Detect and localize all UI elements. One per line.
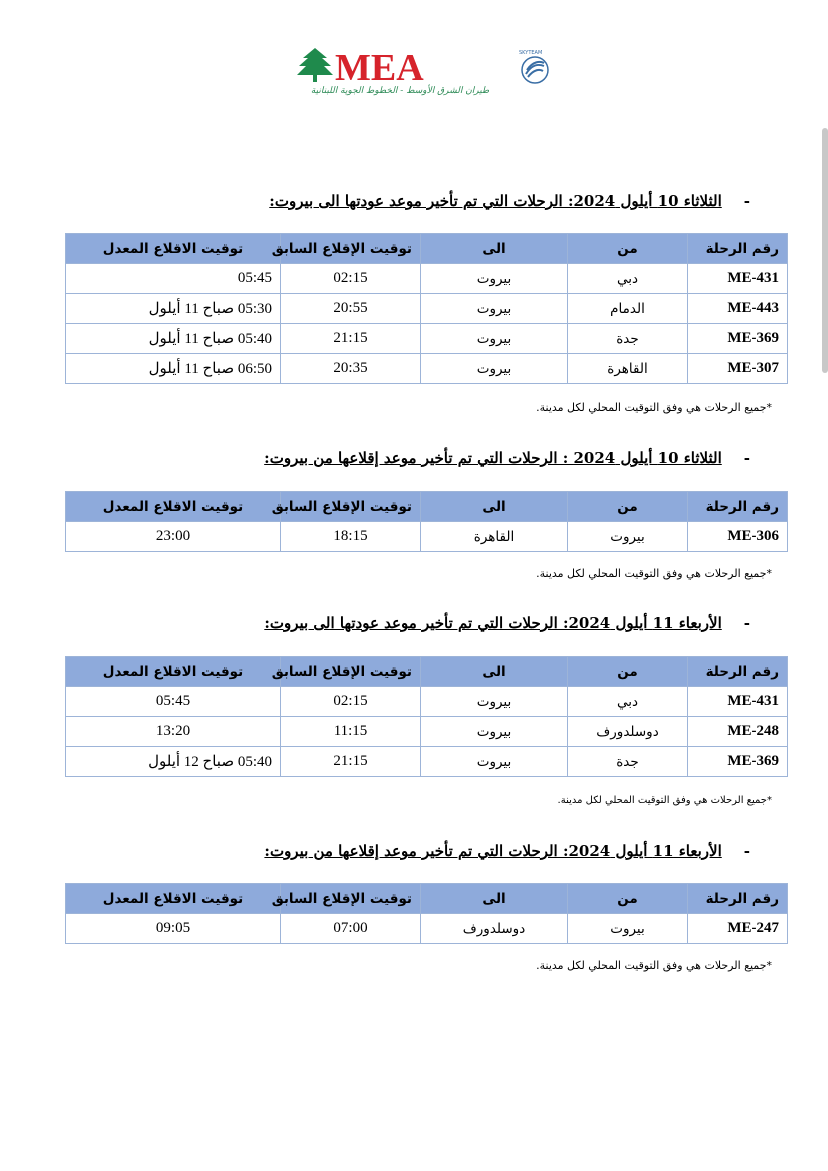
scrollbar[interactable] xyxy=(822,128,828,373)
old-time: 21:15 xyxy=(281,324,421,354)
table-row xyxy=(66,717,788,747)
new-time: 05:40 صباح 11 أيلول xyxy=(66,324,281,354)
table-header-row xyxy=(66,884,788,914)
old-time: 21:15 xyxy=(281,747,421,777)
col-header-flight-no: رقم الرحلة xyxy=(688,884,788,914)
old-time: 02:15 xyxy=(281,687,421,717)
destination: بيروت xyxy=(421,264,568,294)
flights-table xyxy=(65,883,788,944)
origin: بيروت xyxy=(568,914,688,944)
skyteam-icon xyxy=(522,57,548,83)
col-header-old-time: توقيت الإقلاع السابق xyxy=(281,492,421,522)
section-heading: -الثلاثاء 10 أيلول 2024 : الرحلات التي تم تأخير موعد إقلاعها من بيروت: xyxy=(264,449,750,467)
new-time: 05:45 xyxy=(66,687,281,717)
destination: بيروت xyxy=(421,747,568,777)
old-time: 18:15 xyxy=(281,522,421,552)
table-header-row xyxy=(66,234,788,264)
old-time: 07:00 xyxy=(281,914,421,944)
col-header-new-time: توقيت الاقلاع المعدل xyxy=(66,884,281,914)
origin: دبي xyxy=(568,687,688,717)
table-row xyxy=(66,354,788,384)
origin: بيروت xyxy=(568,522,688,552)
flights-table xyxy=(65,656,788,777)
logo-text: MEA xyxy=(335,47,424,89)
table-header-row xyxy=(66,492,788,522)
col-header-new-time: توقيت الاقلاع المعدل xyxy=(66,234,281,264)
table-row xyxy=(66,747,788,777)
table-row xyxy=(66,264,788,294)
flight-no: ME-306 xyxy=(688,522,788,552)
flight-no: ME-307 xyxy=(688,354,788,384)
table-row xyxy=(66,324,788,354)
timezone-note: *جميع الرحلات هي وفق التوقيت المحلي لكل مدينة. xyxy=(536,401,772,414)
alliance-text: SKYTEAM xyxy=(519,50,543,56)
flight-no: ME-431 xyxy=(688,264,788,294)
col-header-from: من xyxy=(568,884,688,914)
origin: جدة xyxy=(568,324,688,354)
flight-no: ME-443 xyxy=(688,294,788,324)
col-header-to: الى xyxy=(421,884,568,914)
old-time: 20:55 xyxy=(281,294,421,324)
timezone-note: *جميع الرحلات هي وفق التوقيت المحلي لكل مدينة. xyxy=(536,567,772,580)
flight-no: ME-247 xyxy=(688,914,788,944)
destination: دوسلدورف xyxy=(421,914,568,944)
col-header-to: الى xyxy=(421,234,568,264)
section-heading: -الأربعاء 11 أيلول 2024: الرحلات التي تم تأخير موعد إقلاعها من بيروت: xyxy=(264,842,750,860)
col-header-flight-no: رقم الرحلة xyxy=(688,657,788,687)
old-time: 02:15 xyxy=(281,264,421,294)
table-row xyxy=(66,687,788,717)
destination: القاهرة xyxy=(421,522,568,552)
col-header-flight-no: رقم الرحلة xyxy=(688,492,788,522)
origin: جدة xyxy=(568,747,688,777)
flights-table xyxy=(65,491,788,552)
destination: بيروت xyxy=(421,324,568,354)
logo-tagline: طيران الشرق الأوسط - الخطوط الجوية اللبنانية xyxy=(310,86,490,96)
origin: دوسلدورف xyxy=(568,717,688,747)
col-header-new-time: توقيت الاقلاع المعدل xyxy=(66,492,281,522)
col-header-flight-no: رقم الرحلة xyxy=(688,234,788,264)
old-time: 20:35 xyxy=(281,354,421,384)
destination: بيروت xyxy=(421,687,568,717)
col-header-old-time: توقيت الإقلاع السابق xyxy=(281,884,421,914)
new-time: 05:30 صباح 11 أيلول xyxy=(66,294,281,324)
destination: بيروت xyxy=(421,717,568,747)
col-header-from: من xyxy=(568,657,688,687)
new-time: 23:00 xyxy=(66,522,281,552)
new-time: 05:45 xyxy=(66,264,281,294)
destination: بيروت xyxy=(421,294,568,324)
cedar-icon xyxy=(297,48,333,82)
col-header-from: من xyxy=(568,492,688,522)
new-time: 13:20 xyxy=(66,717,281,747)
flight-no: ME-369 xyxy=(688,324,788,354)
col-header-old-time: توقيت الإقلاع السابق xyxy=(281,234,421,264)
new-time: 09:05 xyxy=(66,914,281,944)
col-header-to: الى xyxy=(421,492,568,522)
timezone-note: *جميع الرحلات هي وفق التوقيت المحلي لكل مدينة. xyxy=(557,795,772,806)
flights-table xyxy=(65,233,788,384)
col-header-new-time: توقيت الاقلاع المعدل xyxy=(66,657,281,687)
origin: القاهرة xyxy=(568,354,688,384)
origin: دبي xyxy=(568,264,688,294)
section-heading: -الثلاثاء 10 أيلول 2024: الرحلات التي تم تأخير موعد عودتها الى بيروت: xyxy=(269,192,750,210)
flight-no: ME-248 xyxy=(688,717,788,747)
old-time: 11:15 xyxy=(281,717,421,747)
flight-no: ME-369 xyxy=(688,747,788,777)
new-time: 05:40 صباح 12 أيلول xyxy=(66,747,281,777)
col-header-old-time: توقيت الإقلاع السابق xyxy=(281,657,421,687)
table-row xyxy=(66,914,788,944)
timezone-note: *جميع الرحلات هي وفق التوقيت المحلي لكل مدينة. xyxy=(536,959,772,972)
new-time: 06:50 صباح 11 أيلول xyxy=(66,354,281,384)
col-header-from: من xyxy=(568,234,688,264)
origin: الدمام xyxy=(568,294,688,324)
table-header-row xyxy=(66,657,788,687)
destination: بيروت xyxy=(421,354,568,384)
section-heading: -الأربعاء 11 أيلول 2024: الرحلات التي تم تأخير موعد عودتها الى بيروت: xyxy=(264,614,750,632)
table-row xyxy=(66,522,788,552)
col-header-to: الى xyxy=(421,657,568,687)
flight-no: ME-431 xyxy=(688,687,788,717)
mea-logo-graphic xyxy=(297,44,557,89)
table-row xyxy=(66,294,788,324)
